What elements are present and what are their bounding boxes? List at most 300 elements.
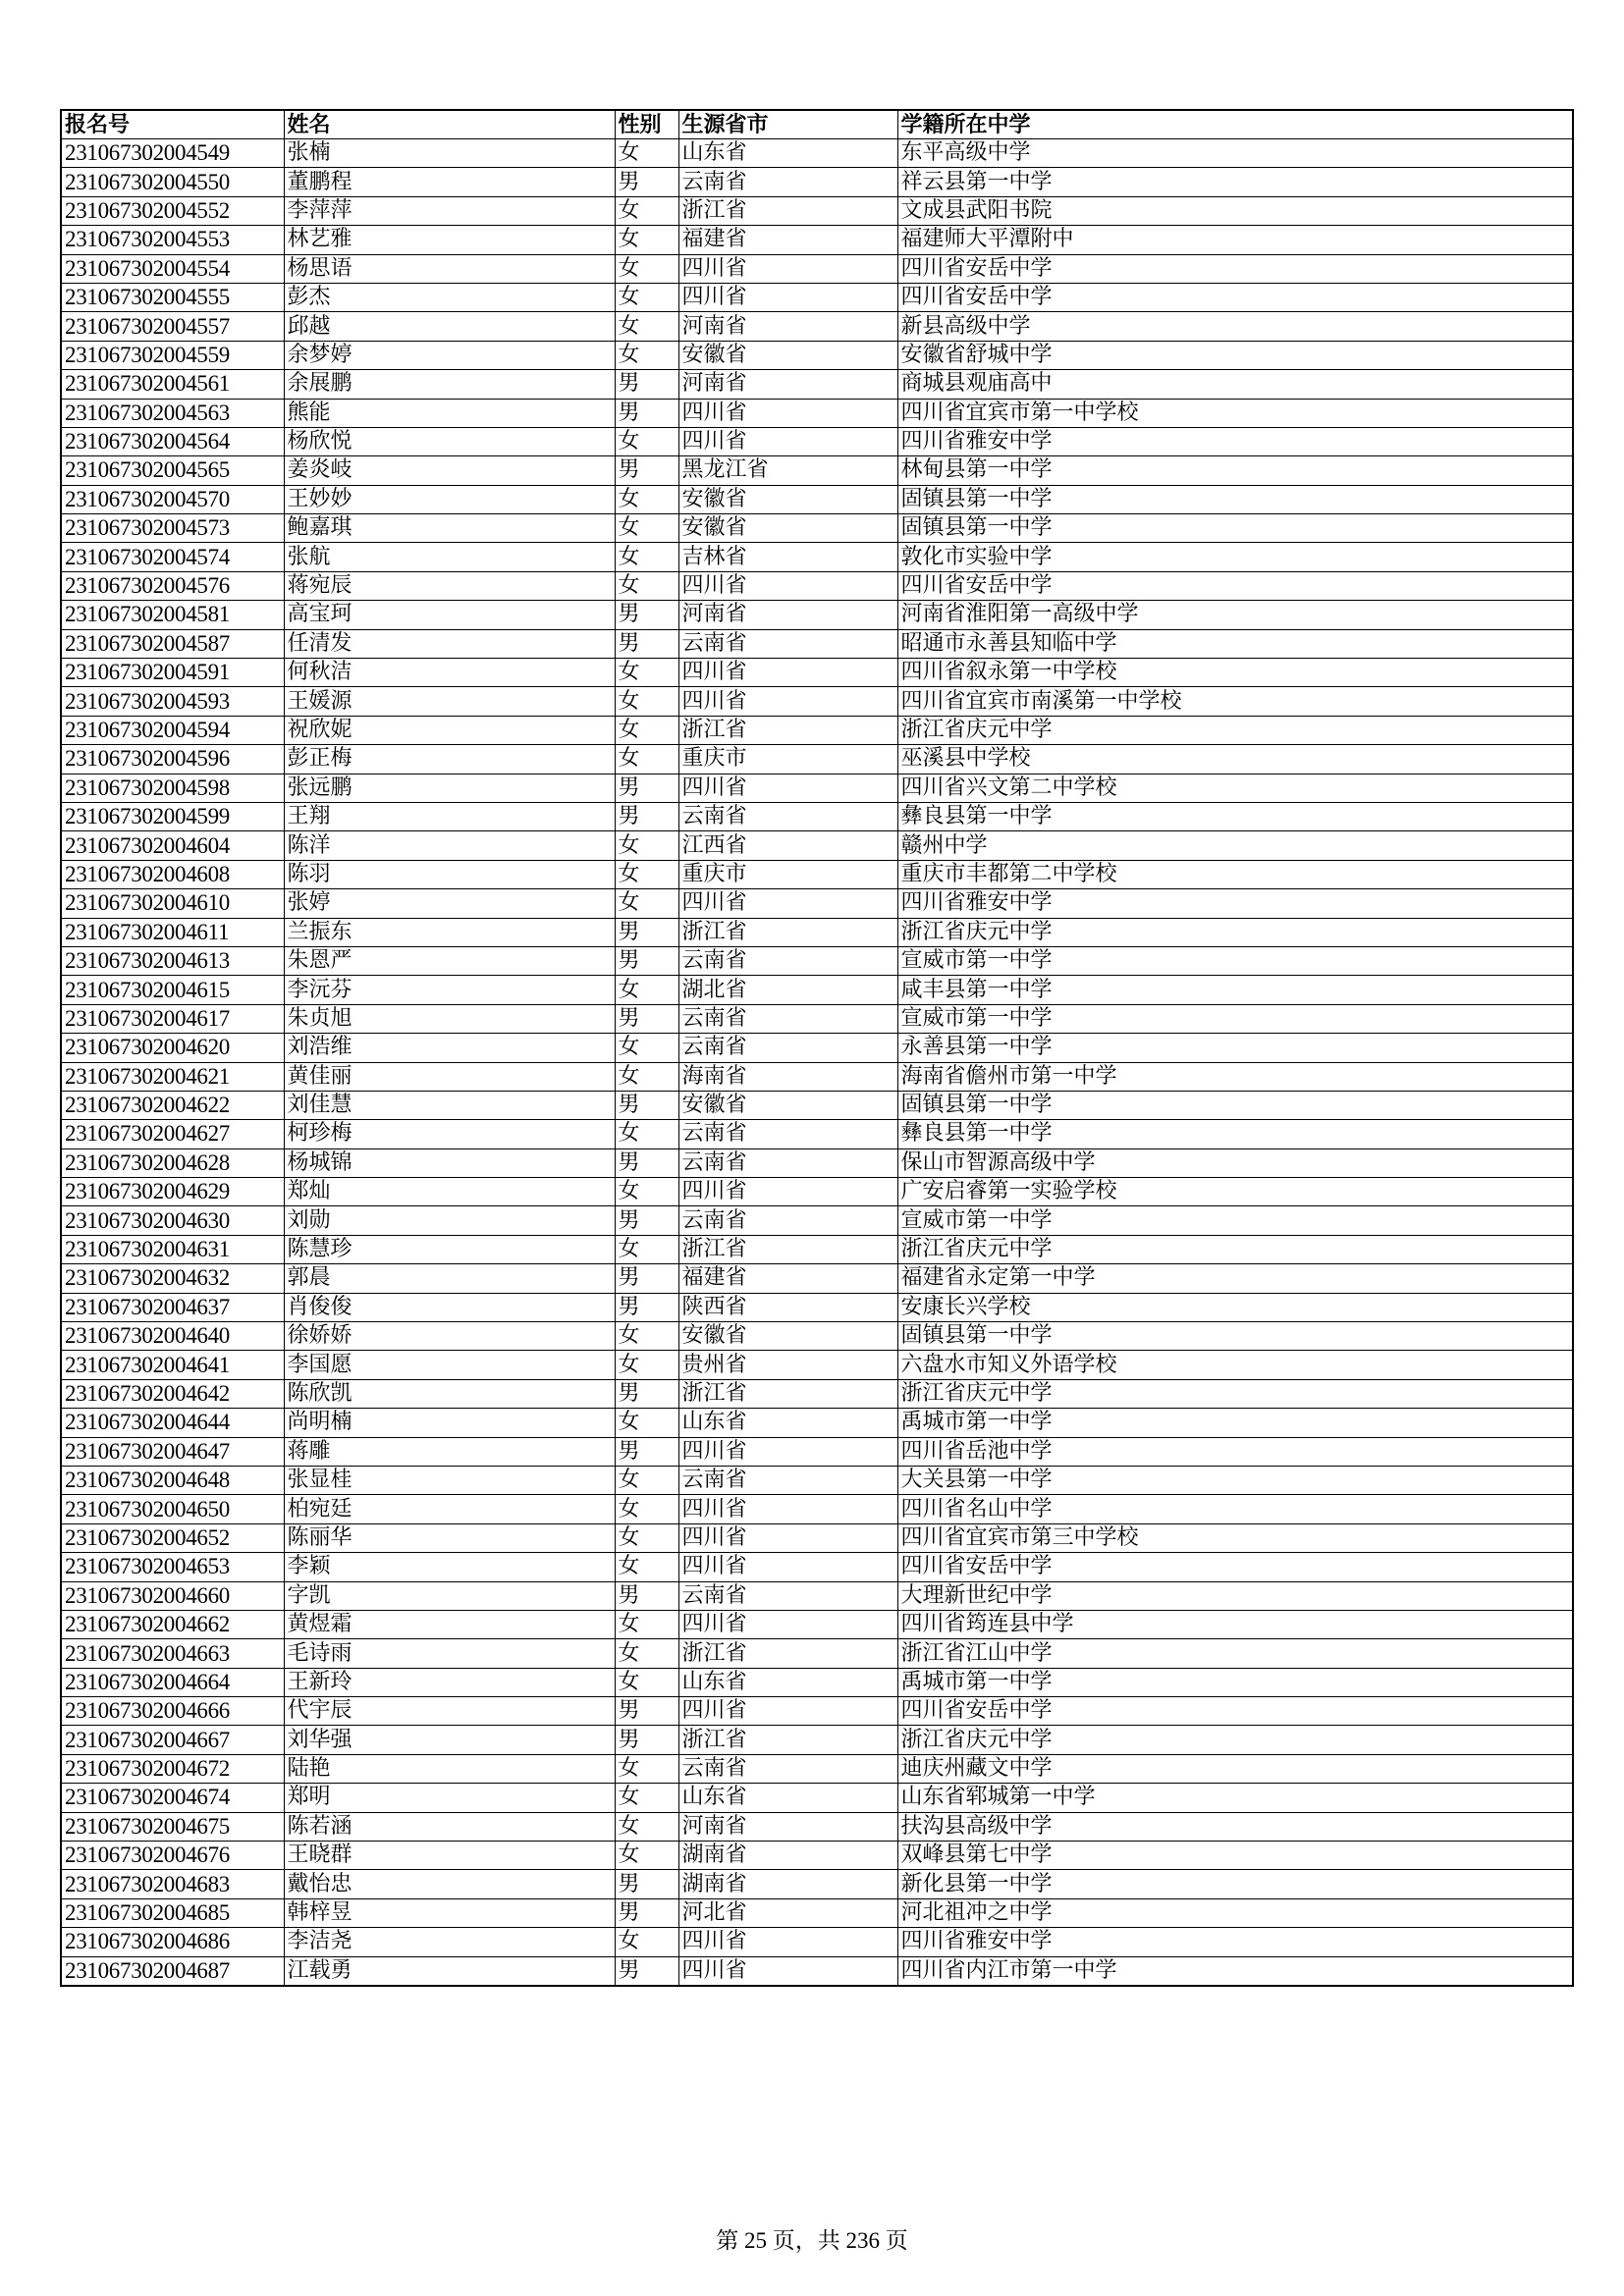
school-cell: 四川省兴文第二中学校	[897, 774, 1573, 802]
province-cell: 安徽省	[678, 485, 897, 513]
school-cell: 保山市智源高级中学	[897, 1148, 1573, 1177]
gender-cell: 男	[615, 629, 678, 658]
school-cell: 海南省儋州市第一中学	[897, 1062, 1573, 1091]
header-gender: 性别	[615, 110, 678, 139]
gender-cell: 女	[615, 687, 678, 716]
registration-number-cell: 231067302004608	[61, 860, 284, 888]
province-cell: 四川省	[678, 1523, 897, 1552]
page-number-footer: 第 25 页，共 236 页	[716, 2228, 908, 2253]
gender-cell: 女	[615, 196, 678, 225]
registration-number-cell: 231067302004631	[61, 1235, 284, 1263]
province-cell: 重庆市	[678, 860, 897, 888]
name-cell: 董鹏程	[284, 168, 615, 196]
school-cell: 河北祖冲之中学	[897, 1898, 1573, 1927]
school-cell: 大关县第一中学	[897, 1466, 1573, 1494]
registration-number-cell: 231067302004672	[61, 1754, 284, 1783]
table-row	[61, 716, 1573, 744]
province-cell: 浙江省	[678, 1235, 897, 1263]
table-row	[61, 1784, 1573, 1812]
province-cell: 浙江省	[678, 918, 897, 946]
school-cell: 赣州中学	[897, 831, 1573, 860]
school-cell: 东平高级中学	[897, 139, 1573, 168]
name-cell: 柯珍梅	[284, 1120, 615, 1148]
gender-cell: 男	[615, 1091, 678, 1119]
gender-cell: 女	[615, 571, 678, 600]
registration-number-cell: 231067302004555	[61, 283, 284, 311]
gender-cell: 女	[615, 976, 678, 1004]
gender-cell: 男	[615, 774, 678, 802]
gender-cell: 女	[615, 139, 678, 168]
name-cell: 鲍嘉琪	[284, 514, 615, 543]
registration-number-cell: 231067302004676	[61, 1842, 284, 1870]
name-cell: 王翔	[284, 802, 615, 830]
gender-cell: 女	[615, 1553, 678, 1581]
school-cell: 昭通市永善县知临中学	[897, 629, 1573, 658]
gender-cell: 男	[615, 370, 678, 399]
registration-number-cell: 231067302004683	[61, 1870, 284, 1898]
table-row	[61, 1379, 1573, 1408]
registration-number-cell: 231067302004610	[61, 889, 284, 918]
name-cell: 张显桂	[284, 1466, 615, 1494]
gender-cell: 女	[615, 1235, 678, 1263]
registration-number-cell: 231067302004650	[61, 1495, 284, 1523]
province-cell: 四川省	[678, 687, 897, 716]
table-row	[61, 1697, 1573, 1726]
school-cell: 宣威市第一中学	[897, 1206, 1573, 1235]
table-row	[61, 399, 1573, 427]
gender-cell: 女	[615, 1178, 678, 1206]
province-cell: 浙江省	[678, 1639, 897, 1668]
gender-cell: 男	[615, 601, 678, 629]
header-registration-number: 报名号	[61, 110, 284, 139]
name-cell: 王妙妙	[284, 485, 615, 513]
name-cell: 刘勋	[284, 1206, 615, 1235]
table-row	[61, 1726, 1573, 1754]
registration-number-cell: 231067302004652	[61, 1523, 284, 1552]
gender-cell: 男	[615, 1956, 678, 1986]
table-row	[61, 1610, 1573, 1638]
admission-list-table	[60, 109, 1574, 1987]
school-cell: 四川省叙永第一中学校	[897, 659, 1573, 687]
name-cell: 字凯	[284, 1581, 615, 1610]
table-row	[61, 485, 1573, 513]
table-row	[61, 1754, 1573, 1783]
province-cell: 四川省	[678, 1437, 897, 1466]
registration-number-cell: 231067302004644	[61, 1409, 284, 1437]
table-row	[61, 341, 1573, 369]
registration-number-cell: 231067302004660	[61, 1581, 284, 1610]
province-cell: 云南省	[678, 1004, 897, 1033]
province-cell: 四川省	[678, 1178, 897, 1206]
name-cell: 张楠	[284, 139, 615, 168]
table-row	[61, 601, 1573, 629]
province-cell: 山东省	[678, 1668, 897, 1696]
table-row	[61, 312, 1573, 341]
registration-number-cell: 231067302004653	[61, 1553, 284, 1581]
province-cell: 云南省	[678, 1120, 897, 1148]
gender-cell: 男	[615, 946, 678, 975]
name-cell: 张婷	[284, 889, 615, 918]
name-cell: 刘佳慧	[284, 1091, 615, 1119]
registration-number-cell: 231067302004611	[61, 918, 284, 946]
table-row	[61, 254, 1573, 283]
table-row	[61, 571, 1573, 600]
province-cell: 云南省	[678, 1754, 897, 1783]
table-row	[61, 543, 1573, 571]
registration-number-cell: 231067302004570	[61, 485, 284, 513]
school-cell: 永善县第一中学	[897, 1034, 1573, 1062]
table-row	[61, 1062, 1573, 1091]
school-cell: 浙江省江山中学	[897, 1639, 1573, 1668]
school-cell: 河南省淮阳第一高级中学	[897, 601, 1573, 629]
province-cell: 云南省	[678, 1466, 897, 1494]
name-cell: 陆艳	[284, 1754, 615, 1783]
name-cell: 彭正梅	[284, 745, 615, 774]
gender-cell: 女	[615, 226, 678, 254]
table-row	[61, 168, 1573, 196]
province-cell: 重庆市	[678, 745, 897, 774]
province-cell: 四川省	[678, 1956, 897, 1986]
province-cell: 四川省	[678, 774, 897, 802]
table-body	[61, 139, 1573, 1986]
table-row	[61, 1898, 1573, 1927]
school-cell: 文成县武阳书院	[897, 196, 1573, 225]
school-cell: 祥云县第一中学	[897, 168, 1573, 196]
gender-cell: 女	[615, 1928, 678, 1956]
province-cell: 云南省	[678, 168, 897, 196]
gender-cell: 女	[615, 831, 678, 860]
gender-cell: 男	[615, 1004, 678, 1033]
province-cell: 四川省	[678, 1553, 897, 1581]
registration-number-cell: 231067302004687	[61, 1956, 284, 1986]
school-cell: 四川省宜宾市第三中学校	[897, 1523, 1573, 1552]
school-cell: 双峰县第七中学	[897, 1842, 1573, 1870]
registration-number-cell: 231067302004576	[61, 571, 284, 600]
table-row	[61, 1928, 1573, 1956]
name-cell: 徐娇娇	[284, 1322, 615, 1351]
registration-number-cell: 231067302004621	[61, 1062, 284, 1091]
registration-number-cell: 231067302004628	[61, 1148, 284, 1177]
name-cell: 毛诗雨	[284, 1639, 615, 1668]
province-cell: 山东省	[678, 139, 897, 168]
gender-cell: 女	[615, 341, 678, 369]
school-cell: 彝良县第一中学	[897, 1120, 1573, 1148]
name-cell: 郑灿	[284, 1178, 615, 1206]
table-row	[61, 283, 1573, 311]
name-cell: 朱恩严	[284, 946, 615, 975]
registration-number-cell: 231067302004666	[61, 1697, 284, 1726]
school-cell: 彝良县第一中学	[897, 802, 1573, 830]
school-cell: 四川省宜宾市南溪第一中学校	[897, 687, 1573, 716]
table-row	[61, 1235, 1573, 1263]
name-cell: 祝欣妮	[284, 716, 615, 744]
gender-cell: 男	[615, 456, 678, 485]
name-cell: 李洁尧	[284, 1928, 615, 1956]
province-cell: 四川省	[678, 1495, 897, 1523]
registration-number-cell: 231067302004663	[61, 1639, 284, 1668]
school-cell: 宣威市第一中学	[897, 1004, 1573, 1033]
header-province: 生源省市	[678, 110, 897, 139]
school-cell: 安康长兴学校	[897, 1293, 1573, 1321]
header-school: 学籍所在中学	[897, 110, 1573, 139]
gender-cell: 女	[615, 1409, 678, 1437]
gender-cell: 男	[615, 802, 678, 830]
table-row	[61, 1553, 1573, 1581]
name-cell: 杨城锦	[284, 1148, 615, 1177]
header-name: 姓名	[284, 110, 615, 139]
table-row	[61, 1148, 1573, 1177]
province-cell: 四川省	[678, 1610, 897, 1638]
gender-cell: 女	[615, 312, 678, 341]
school-cell: 大理新世纪中学	[897, 1581, 1573, 1610]
name-cell: 江载勇	[284, 1956, 615, 1986]
table-row	[61, 687, 1573, 716]
name-cell: 李沅芬	[284, 976, 615, 1004]
province-cell: 四川省	[678, 283, 897, 311]
name-cell: 任清发	[284, 629, 615, 658]
header-row	[61, 110, 1573, 139]
name-cell: 余梦婷	[284, 341, 615, 369]
registration-number-cell: 231067302004549	[61, 139, 284, 168]
table-row	[61, 1668, 1573, 1696]
province-cell: 四川省	[678, 659, 897, 687]
registration-number-cell: 231067302004594	[61, 716, 284, 744]
province-cell: 福建省	[678, 226, 897, 254]
name-cell: 熊能	[284, 399, 615, 427]
province-cell: 云南省	[678, 802, 897, 830]
province-cell: 四川省	[678, 889, 897, 918]
name-cell: 代宇辰	[284, 1697, 615, 1726]
name-cell: 高宝珂	[284, 601, 615, 629]
province-cell: 四川省	[678, 254, 897, 283]
gender-cell: 女	[615, 1639, 678, 1668]
name-cell: 陈慧珍	[284, 1235, 615, 1263]
table-row	[61, 1581, 1573, 1610]
registration-number-cell: 231067302004565	[61, 456, 284, 485]
province-cell: 吉林省	[678, 543, 897, 571]
name-cell: 杨欣悦	[284, 427, 615, 455]
province-cell: 河南省	[678, 312, 897, 341]
school-cell: 咸丰县第一中学	[897, 976, 1573, 1004]
school-cell: 浙江省庆元中学	[897, 1379, 1573, 1408]
table-row	[61, 1322, 1573, 1351]
gender-cell: 女	[615, 485, 678, 513]
registration-number-cell: 231067302004629	[61, 1178, 284, 1206]
name-cell: 陈羽	[284, 860, 615, 888]
gender-cell: 女	[615, 514, 678, 543]
school-cell: 林甸县第一中学	[897, 456, 1573, 485]
province-cell: 河北省	[678, 1898, 897, 1927]
name-cell: 刘浩维	[284, 1034, 615, 1062]
registration-number-cell: 231067302004622	[61, 1091, 284, 1119]
province-cell: 山东省	[678, 1409, 897, 1437]
name-cell: 林艺雅	[284, 226, 615, 254]
registration-number-cell: 231067302004674	[61, 1784, 284, 1812]
name-cell: 姜炎岐	[284, 456, 615, 485]
school-cell: 迪庆州藏文中学	[897, 1754, 1573, 1783]
registration-number-cell: 231067302004642	[61, 1379, 284, 1408]
province-cell: 贵州省	[678, 1351, 897, 1379]
name-cell: 张远鹏	[284, 774, 615, 802]
registration-number-cell: 231067302004573	[61, 514, 284, 543]
province-cell: 安徽省	[678, 514, 897, 543]
gender-cell: 女	[615, 1668, 678, 1696]
name-cell: 郭晨	[284, 1264, 615, 1293]
table-row	[61, 629, 1573, 658]
school-cell: 禹城市第一中学	[897, 1409, 1573, 1437]
school-cell: 福建省永定第一中学	[897, 1264, 1573, 1293]
gender-cell: 男	[615, 918, 678, 946]
province-cell: 云南省	[678, 1148, 897, 1177]
gender-cell: 女	[615, 1466, 678, 1494]
gender-cell: 女	[615, 1754, 678, 1783]
table-row	[61, 1466, 1573, 1494]
school-cell: 宣威市第一中学	[897, 946, 1573, 975]
gender-cell: 女	[615, 1351, 678, 1379]
gender-cell: 女	[615, 1784, 678, 1812]
school-cell: 浙江省庆元中学	[897, 1235, 1573, 1263]
province-cell: 福建省	[678, 1264, 897, 1293]
table-row	[61, 1639, 1573, 1668]
name-cell: 兰振东	[284, 918, 615, 946]
table-row	[61, 1523, 1573, 1552]
province-cell: 河南省	[678, 370, 897, 399]
province-cell: 四川省	[678, 1697, 897, 1726]
table-row	[61, 745, 1573, 774]
school-cell: 四川省安岳中学	[897, 1697, 1573, 1726]
province-cell: 山东省	[678, 1784, 897, 1812]
registration-number-cell: 231067302004632	[61, 1264, 284, 1293]
name-cell: 蒋宛辰	[284, 571, 615, 600]
table-row	[61, 1437, 1573, 1466]
name-cell: 尚明楠	[284, 1409, 615, 1437]
gender-cell: 男	[615, 399, 678, 427]
registration-number-cell: 231067302004559	[61, 341, 284, 369]
school-cell: 安徽省舒城中学	[897, 341, 1573, 369]
registration-number-cell: 231067302004561	[61, 370, 284, 399]
school-cell: 四川省筠连县中学	[897, 1610, 1573, 1638]
school-cell: 四川省安岳中学	[897, 254, 1573, 283]
table-row	[61, 514, 1573, 543]
registration-number-cell: 231067302004591	[61, 659, 284, 687]
registration-number-cell: 231067302004574	[61, 543, 284, 571]
registration-number-cell: 231067302004596	[61, 745, 284, 774]
name-cell: 黄煜霜	[284, 1610, 615, 1638]
table-row	[61, 427, 1573, 455]
school-cell: 四川省岳池中学	[897, 1437, 1573, 1466]
province-cell: 云南省	[678, 1581, 897, 1610]
province-cell: 河南省	[678, 601, 897, 629]
registration-number-cell: 231067302004593	[61, 687, 284, 716]
gender-cell: 男	[615, 1870, 678, 1898]
gender-cell: 女	[615, 283, 678, 311]
name-cell: 柏宛廷	[284, 1495, 615, 1523]
gender-cell: 女	[615, 1062, 678, 1091]
gender-cell: 男	[615, 1898, 678, 1927]
registration-number-cell: 231067302004675	[61, 1812, 284, 1841]
table-row	[61, 1120, 1573, 1148]
registration-number-cell: 231067302004641	[61, 1351, 284, 1379]
name-cell: 彭杰	[284, 283, 615, 311]
province-cell: 河南省	[678, 1812, 897, 1841]
name-cell: 陈若涵	[284, 1812, 615, 1841]
gender-cell: 女	[615, 1812, 678, 1841]
school-cell: 福建师大平潭附中	[897, 226, 1573, 254]
registration-number-cell: 231067302004662	[61, 1610, 284, 1638]
registration-number-cell: 231067302004550	[61, 168, 284, 196]
name-cell: 李颖	[284, 1553, 615, 1581]
province-cell: 湖南省	[678, 1842, 897, 1870]
name-cell: 李萍萍	[284, 196, 615, 225]
school-cell: 固镇县第一中学	[897, 514, 1573, 543]
school-cell: 固镇县第一中学	[897, 485, 1573, 513]
name-cell: 肖俊俊	[284, 1293, 615, 1321]
province-cell: 浙江省	[678, 196, 897, 225]
school-cell: 四川省安岳中学	[897, 1553, 1573, 1581]
gender-cell: 男	[615, 168, 678, 196]
gender-cell: 男	[615, 1293, 678, 1321]
table-row	[61, 1034, 1573, 1062]
school-cell: 固镇县第一中学	[897, 1322, 1573, 1351]
gender-cell: 女	[615, 1610, 678, 1638]
table-row	[61, 1495, 1573, 1523]
school-cell: 浙江省庆元中学	[897, 918, 1573, 946]
table-row	[61, 370, 1573, 399]
school-cell: 四川省雅安中学	[897, 889, 1573, 918]
school-cell: 广安启睿第一实验学校	[897, 1178, 1573, 1206]
province-cell: 湖北省	[678, 976, 897, 1004]
gender-cell: 女	[615, 1495, 678, 1523]
gender-cell: 女	[615, 716, 678, 744]
table-row	[61, 1206, 1573, 1235]
province-cell: 四川省	[678, 571, 897, 600]
registration-number-cell: 231067302004667	[61, 1726, 284, 1754]
school-cell: 四川省雅安中学	[897, 1928, 1573, 1956]
name-cell: 王媛源	[284, 687, 615, 716]
table-row	[61, 802, 1573, 830]
registration-number-cell: 231067302004587	[61, 629, 284, 658]
province-cell: 黑龙江省	[678, 456, 897, 485]
name-cell: 王新玲	[284, 1668, 615, 1696]
table-row	[61, 1956, 1573, 1986]
name-cell: 张航	[284, 543, 615, 571]
province-cell: 安徽省	[678, 1091, 897, 1119]
school-cell: 四川省安岳中学	[897, 283, 1573, 311]
province-cell: 陕西省	[678, 1293, 897, 1321]
province-cell: 浙江省	[678, 716, 897, 744]
province-cell: 云南省	[678, 1206, 897, 1235]
registration-number-cell: 231067302004615	[61, 976, 284, 1004]
gender-cell: 女	[615, 1120, 678, 1148]
gender-cell: 女	[615, 1842, 678, 1870]
province-cell: 湖南省	[678, 1870, 897, 1898]
registration-number-cell: 231067302004552	[61, 196, 284, 225]
name-cell: 余展鹏	[284, 370, 615, 399]
registration-number-cell: 231067302004613	[61, 946, 284, 975]
name-cell: 刘华强	[284, 1726, 615, 1754]
table-row	[61, 1264, 1573, 1293]
table-row	[61, 976, 1573, 1004]
gender-cell: 女	[615, 1523, 678, 1552]
registration-number-cell: 231067302004554	[61, 254, 284, 283]
gender-cell: 男	[615, 1379, 678, 1408]
school-cell: 扶沟县高级中学	[897, 1812, 1573, 1841]
table-header	[61, 110, 1573, 139]
province-cell: 海南省	[678, 1062, 897, 1091]
registration-number-cell: 231067302004564	[61, 427, 284, 455]
registration-number-cell: 231067302004598	[61, 774, 284, 802]
registration-number-cell: 231067302004630	[61, 1206, 284, 1235]
